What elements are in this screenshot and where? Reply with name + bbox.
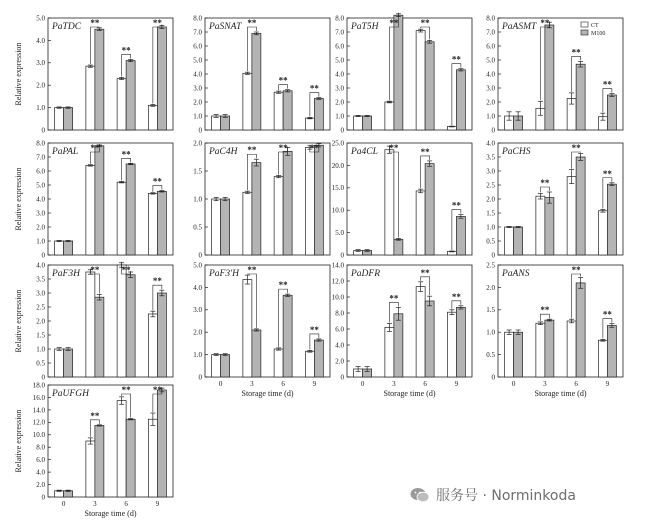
y-tick-label: 8.0 (36, 139, 45, 148)
y-tick-label: 2.0 (193, 139, 202, 148)
y-axis-label: Relative expression (14, 42, 23, 106)
significance-label: ** (247, 18, 257, 28)
y-tick-label: 5.0 (36, 181, 45, 190)
bar-m100 (545, 198, 554, 255)
significance-label: ** (309, 143, 319, 153)
y-tick-label: 1.0 (36, 345, 45, 354)
y-tick-label: 2.0 (193, 328, 202, 337)
significance-label: ** (602, 168, 612, 179)
y-tick-label: 5.0 (335, 56, 344, 65)
y-tick-label: 14.0 (331, 261, 344, 270)
y-tick-label: 1.5 (486, 209, 495, 218)
bar-m100 (514, 332, 523, 377)
gene-label: PaF3H (52, 269, 80, 279)
y-tick-label: 0 (198, 126, 202, 135)
bar-m100 (576, 283, 585, 377)
legend-label: M100 (591, 31, 606, 37)
bar-m100 (545, 320, 554, 377)
x-tick-label: 3 (250, 380, 254, 388)
y-tick-label: 10.0 (32, 431, 45, 440)
bar-m100 (456, 307, 465, 377)
x-tick-label: 9 (155, 500, 160, 508)
y-tick-label: 7.0 (193, 28, 202, 37)
panel-pachs (486, 139, 623, 259)
y-tick-label: 8.0 (335, 309, 344, 318)
significance-label: ** (540, 18, 550, 28)
y-tick-label: 1.0 (486, 223, 495, 232)
y-tick-label: 0.5 (486, 351, 495, 359)
panel-pasnat (193, 14, 330, 134)
bar-ct (212, 355, 221, 377)
bar-m100 (425, 164, 434, 255)
bar-m100 (64, 241, 73, 255)
x-tick-label: 9 (454, 380, 459, 388)
y-tick-label: 1.0 (36, 104, 45, 112)
y-tick-label: 1.0 (193, 112, 202, 121)
x-tick-label: 6 (281, 380, 285, 388)
y-tick-label: 3.0 (36, 59, 45, 68)
significance-label: ** (571, 265, 581, 275)
y-tick-label: 18.0 (32, 381, 45, 390)
bar-m100 (363, 116, 372, 130)
y-tick-label: 4.0 (486, 70, 495, 79)
y-tick-label: 1.0 (486, 112, 495, 121)
y-tick-label: 2.0 (335, 357, 344, 366)
y-tick-label: 4.0 (36, 36, 45, 45)
panel-papal (14, 139, 173, 259)
bar-m100 (157, 27, 166, 130)
gene-label: PaUFGH (52, 389, 89, 399)
bar-m100 (425, 42, 434, 130)
y-tick-label: 2.0 (36, 480, 45, 489)
panel-paans (486, 261, 623, 398)
y-tick-label: 4.0 (335, 341, 344, 350)
y-tick-label: 2.5 (36, 303, 45, 312)
y-tick-label: 14.0 (32, 406, 45, 415)
y-tick-label: 7.0 (486, 28, 495, 37)
y-tick-label: 1.5 (486, 306, 495, 315)
bar-ct (416, 31, 425, 130)
bar-m100 (157, 293, 166, 377)
y-tick-label: 3.0 (486, 167, 495, 176)
significance-label: ** (278, 280, 288, 291)
significance-label: ** (152, 276, 162, 287)
significance-label: ** (90, 265, 100, 275)
bar-m100 (95, 29, 104, 130)
x-tick-label: 0 (360, 380, 365, 388)
significance-label: ** (90, 143, 100, 153)
significance-label: ** (309, 83, 319, 94)
gene-label: PaC4H (209, 147, 238, 157)
y-tick-label: 4.0 (486, 139, 495, 148)
bar-m100 (576, 64, 585, 130)
y-tick-label: 4.0 (193, 283, 202, 292)
x-tick-label: 9 (312, 380, 317, 388)
bar-m100 (64, 349, 73, 377)
watermark-text: 服务号 · Norminkoda (436, 488, 576, 504)
y-tick-label: 2.5 (486, 261, 495, 270)
y-tick-label: 2.0 (36, 223, 45, 232)
bar-ct (305, 351, 314, 377)
bar-m100 (283, 151, 292, 255)
bar-m100 (95, 146, 104, 255)
significance-label: ** (389, 143, 399, 153)
y-axis-label: Relative expression (14, 409, 23, 473)
y-tick-label: 5.0 (335, 229, 344, 237)
y-tick-label: 2.0 (486, 195, 495, 204)
bar-ct (243, 280, 252, 377)
bar-ct (305, 118, 314, 130)
significance-label: ** (121, 149, 131, 160)
bar-m100 (607, 184, 616, 255)
y-tick-label: 2.0 (486, 98, 495, 107)
significance-label: ** (540, 305, 550, 316)
bar-ct (536, 323, 545, 377)
bar-m100 (252, 163, 261, 255)
gene-label: PaTDC (52, 22, 82, 32)
gene-label: PaDFR (351, 269, 381, 279)
significance-label: ** (420, 18, 430, 28)
significance-label: ** (152, 18, 162, 28)
significance-label: ** (90, 18, 100, 28)
bar-m100 (157, 390, 166, 497)
significance-label: ** (451, 54, 461, 65)
bar-m100 (545, 25, 554, 130)
bar-ct (148, 419, 157, 497)
bar-ct (274, 92, 283, 130)
y-tick-label: 4.0 (36, 468, 45, 477)
bar-m100 (514, 227, 523, 255)
y-tick-label: 0.5 (193, 223, 202, 232)
bar-ct (536, 196, 545, 255)
bar-ct (117, 265, 126, 377)
y-tick-label: 1.0 (335, 112, 344, 121)
bar-ct (505, 332, 514, 377)
significance-label: ** (451, 291, 461, 302)
y-tick-label: 6.0 (193, 42, 202, 51)
gene-label: PaT5H (351, 22, 379, 32)
significance-label: ** (90, 410, 100, 421)
bar-ct (274, 177, 283, 255)
y-tick-label: 15.0 (331, 184, 344, 193)
bar-ct (148, 314, 157, 377)
bar-m100 (456, 70, 465, 130)
bar-ct (55, 108, 64, 130)
bar-ct (86, 66, 95, 130)
y-tick-label: 7.0 (36, 153, 45, 162)
y-tick-label: 5.0 (486, 56, 495, 65)
bar-m100 (252, 330, 261, 377)
bar-ct (117, 182, 126, 255)
significance-label: ** (278, 75, 288, 86)
y-tick-label: 0 (41, 126, 45, 135)
y-tick-label: 0.5 (36, 359, 45, 368)
y-tick-label: 2.0 (486, 283, 495, 292)
bar-m100 (283, 295, 292, 377)
significance-label: ** (389, 18, 399, 28)
y-tick-label: 4.0 (36, 195, 45, 204)
bar-ct (416, 287, 425, 377)
y-tick-label: 0 (340, 126, 344, 135)
bar-ct (274, 349, 283, 377)
y-tick-label: 8.0 (486, 14, 495, 23)
bar-m100 (314, 340, 323, 377)
bar-ct (505, 227, 514, 255)
y-tick-label: 10.0 (331, 293, 344, 302)
y-tick-label: 1.0 (36, 237, 45, 246)
y-tick-label: 3.5 (36, 275, 45, 284)
bar-m100 (64, 108, 73, 130)
significance-label: ** (451, 200, 461, 211)
y-tick-label: 7.0 (335, 28, 344, 37)
y-tick-label: 2.0 (193, 98, 202, 107)
y-tick-label: 1.0 (193, 351, 202, 359)
panel-paufgh (14, 381, 173, 518)
bar-ct (86, 441, 95, 497)
legend-swatch-m100 (581, 30, 588, 35)
legend-label: CT (591, 23, 599, 29)
gene-label: PaF3'H (209, 269, 239, 279)
y-tick-label: 16.0 (32, 393, 45, 402)
x-tick-label: 3 (543, 380, 547, 388)
bar-ct (243, 73, 252, 130)
y-tick-label: 2.0 (335, 98, 344, 107)
bar-ct (212, 116, 221, 130)
significance-label: ** (121, 385, 131, 395)
x-tick-label: 0 (218, 380, 223, 388)
y-tick-label: 0 (41, 251, 45, 260)
significance-label: ** (278, 143, 288, 153)
y-axis-label: Relative expression (14, 167, 23, 231)
y-tick-label: 5.0 (36, 14, 45, 23)
bar-ct (416, 191, 425, 255)
bar-ct (55, 241, 64, 255)
x-tick-label: 0 (61, 500, 66, 508)
y-tick-label: 12.0 (32, 418, 45, 427)
bar-ct (567, 321, 576, 377)
y-tick-label: 6.0 (335, 325, 344, 334)
bar-m100 (576, 157, 585, 255)
y-tick-label: 6.0 (486, 42, 495, 51)
watermark (410, 485, 640, 505)
significance-label: ** (309, 324, 319, 335)
bar-ct (354, 116, 363, 130)
bar-ct (598, 211, 607, 255)
bar-ct (385, 327, 394, 377)
bar-ct (447, 312, 456, 377)
bar-ct (305, 147, 314, 255)
y-tick-label: 4.0 (335, 70, 344, 79)
bar-m100 (607, 95, 616, 130)
bar-m100 (394, 15, 403, 130)
y-tick-label: 6.0 (36, 167, 45, 176)
bar-m100 (394, 239, 403, 255)
y-tick-label: 4.0 (36, 261, 45, 270)
bar-m100 (95, 425, 104, 497)
x-tick-label: 6 (124, 500, 128, 508)
x-tick-label: 9 (605, 380, 610, 388)
legend-swatch-ct (581, 22, 588, 27)
significance-label: ** (121, 265, 131, 275)
gene-label: PaCHS (502, 147, 531, 157)
x-axis-label: Storage time (d) (383, 389, 436, 398)
significance-label: ** (152, 385, 162, 395)
significance-label: ** (571, 143, 581, 153)
y-tick-label: 2.5 (486, 181, 495, 190)
y-tick-label: 1.5 (36, 331, 45, 340)
bar-m100 (126, 275, 135, 377)
x-axis-label: Storage time (d) (84, 509, 137, 518)
bar-ct (148, 193, 157, 255)
y-tick-label: 3.0 (36, 289, 45, 298)
gene-label: PaSNAT (209, 22, 242, 32)
bar-m100 (456, 216, 465, 255)
panel-patdc (14, 14, 173, 134)
bar-m100 (607, 325, 616, 377)
panel-paf3h (14, 261, 173, 381)
bar-m100 (394, 314, 403, 377)
y-tick-label: 1.0 (486, 328, 495, 337)
y-tick-label: 25.0 (331, 139, 344, 148)
significance-label: ** (247, 265, 257, 275)
bar-m100 (221, 116, 230, 130)
significance-label: ** (152, 176, 162, 187)
gene-label: PaASMT (502, 22, 537, 32)
significance-label: ** (389, 293, 399, 304)
panel-pac4h (193, 139, 330, 259)
plot-frame (205, 18, 330, 130)
y-axis-label: Relative expression (14, 289, 23, 353)
x-tick-label: 0 (511, 380, 516, 388)
y-tick-label: 3.0 (36, 209, 45, 218)
significance-label: ** (420, 146, 430, 157)
y-tick-label: 5.0 (193, 56, 202, 65)
significance-label: ** (247, 145, 257, 156)
bar-ct (385, 102, 394, 130)
y-tick-label: 0 (340, 251, 344, 260)
gene-label: Pa4CL (351, 147, 378, 157)
y-tick-label: 1.0 (193, 195, 202, 204)
bar-m100 (126, 419, 135, 497)
bar-ct (567, 177, 576, 255)
bar-m100 (126, 164, 135, 255)
bar-m100 (221, 355, 230, 377)
y-tick-label: 0 (198, 251, 202, 260)
y-tick-label: 0 (198, 373, 202, 382)
bar-ct (117, 78, 126, 130)
bar-m100 (314, 99, 323, 131)
panel-paasmt (486, 14, 623, 134)
bar-ct (385, 150, 394, 255)
significance-label: ** (121, 45, 131, 56)
bar-ct (148, 105, 157, 130)
y-tick-label: 20.0 (331, 161, 344, 170)
bar-ct (243, 192, 252, 255)
wechat-icon (410, 487, 430, 503)
significance-label: ** (571, 47, 581, 58)
panel-paf3h (193, 261, 330, 398)
gene-label: PaANS (502, 269, 530, 279)
significance-label: ** (540, 178, 550, 188)
bar-m100 (283, 91, 292, 130)
panel-pa4cl (332, 139, 472, 259)
bar-m100 (221, 199, 230, 255)
y-tick-label: 0 (491, 126, 495, 135)
bar-ct (117, 401, 126, 497)
bar-m100 (314, 145, 323, 255)
bar-ct (86, 272, 95, 377)
x-tick-label: 3 (392, 380, 396, 388)
plot-frame (347, 143, 472, 255)
y-tick-label: 3.0 (193, 84, 202, 93)
y-tick-label: 2.0 (36, 317, 45, 326)
y-tick-label: 3.0 (335, 84, 344, 93)
y-tick-label: 4.0 (193, 70, 202, 79)
significance-label: ** (420, 267, 430, 278)
y-tick-label: 3.5 (486, 153, 495, 162)
bar-ct (598, 340, 607, 377)
y-tick-label: 8.0 (36, 443, 45, 452)
y-tick-label: 12.0 (331, 277, 344, 286)
x-tick-label: 6 (423, 380, 427, 388)
y-tick-label: 6.0 (335, 42, 344, 51)
bar-m100 (126, 61, 135, 130)
panel-padfr (332, 261, 472, 398)
y-tick-label: 8.0 (335, 14, 344, 23)
y-tick-label: 0 (491, 251, 495, 260)
y-tick-label: 0 (41, 493, 45, 502)
bar-m100 (157, 191, 166, 255)
y-tick-label: 2.0 (36, 81, 45, 90)
bar-ct (55, 349, 64, 377)
significance-label: ** (602, 79, 612, 90)
panel-pat5h (335, 13, 472, 135)
significance-label: ** (602, 309, 612, 320)
gene-label: PaPAL (52, 147, 79, 157)
bar-m100 (252, 33, 261, 130)
bar-ct (212, 199, 221, 255)
y-tick-label: 3.0 (486, 84, 495, 93)
x-axis-label: Storage time (d) (241, 389, 294, 398)
bar-ct (86, 165, 95, 255)
y-tick-label: 1.5 (193, 167, 202, 176)
x-axis-label: Storage time (d) (534, 389, 587, 398)
y-tick-label: 0.5 (486, 237, 495, 246)
plot-frame (347, 18, 472, 130)
y-tick-label: 10.0 (331, 206, 344, 215)
y-tick-label: 0 (340, 373, 344, 382)
y-tick-label: 6.0 (36, 456, 45, 465)
bar-m100 (425, 301, 434, 377)
x-tick-label: 6 (574, 380, 578, 388)
x-tick-label: 3 (93, 500, 97, 508)
bar-m100 (95, 297, 104, 377)
y-tick-label: 0 (41, 373, 45, 382)
y-tick-label: 5.0 (193, 261, 202, 270)
y-tick-label: 3.0 (193, 306, 202, 315)
y-tick-label: 0 (491, 373, 495, 382)
y-tick-label: 8.0 (193, 14, 202, 23)
